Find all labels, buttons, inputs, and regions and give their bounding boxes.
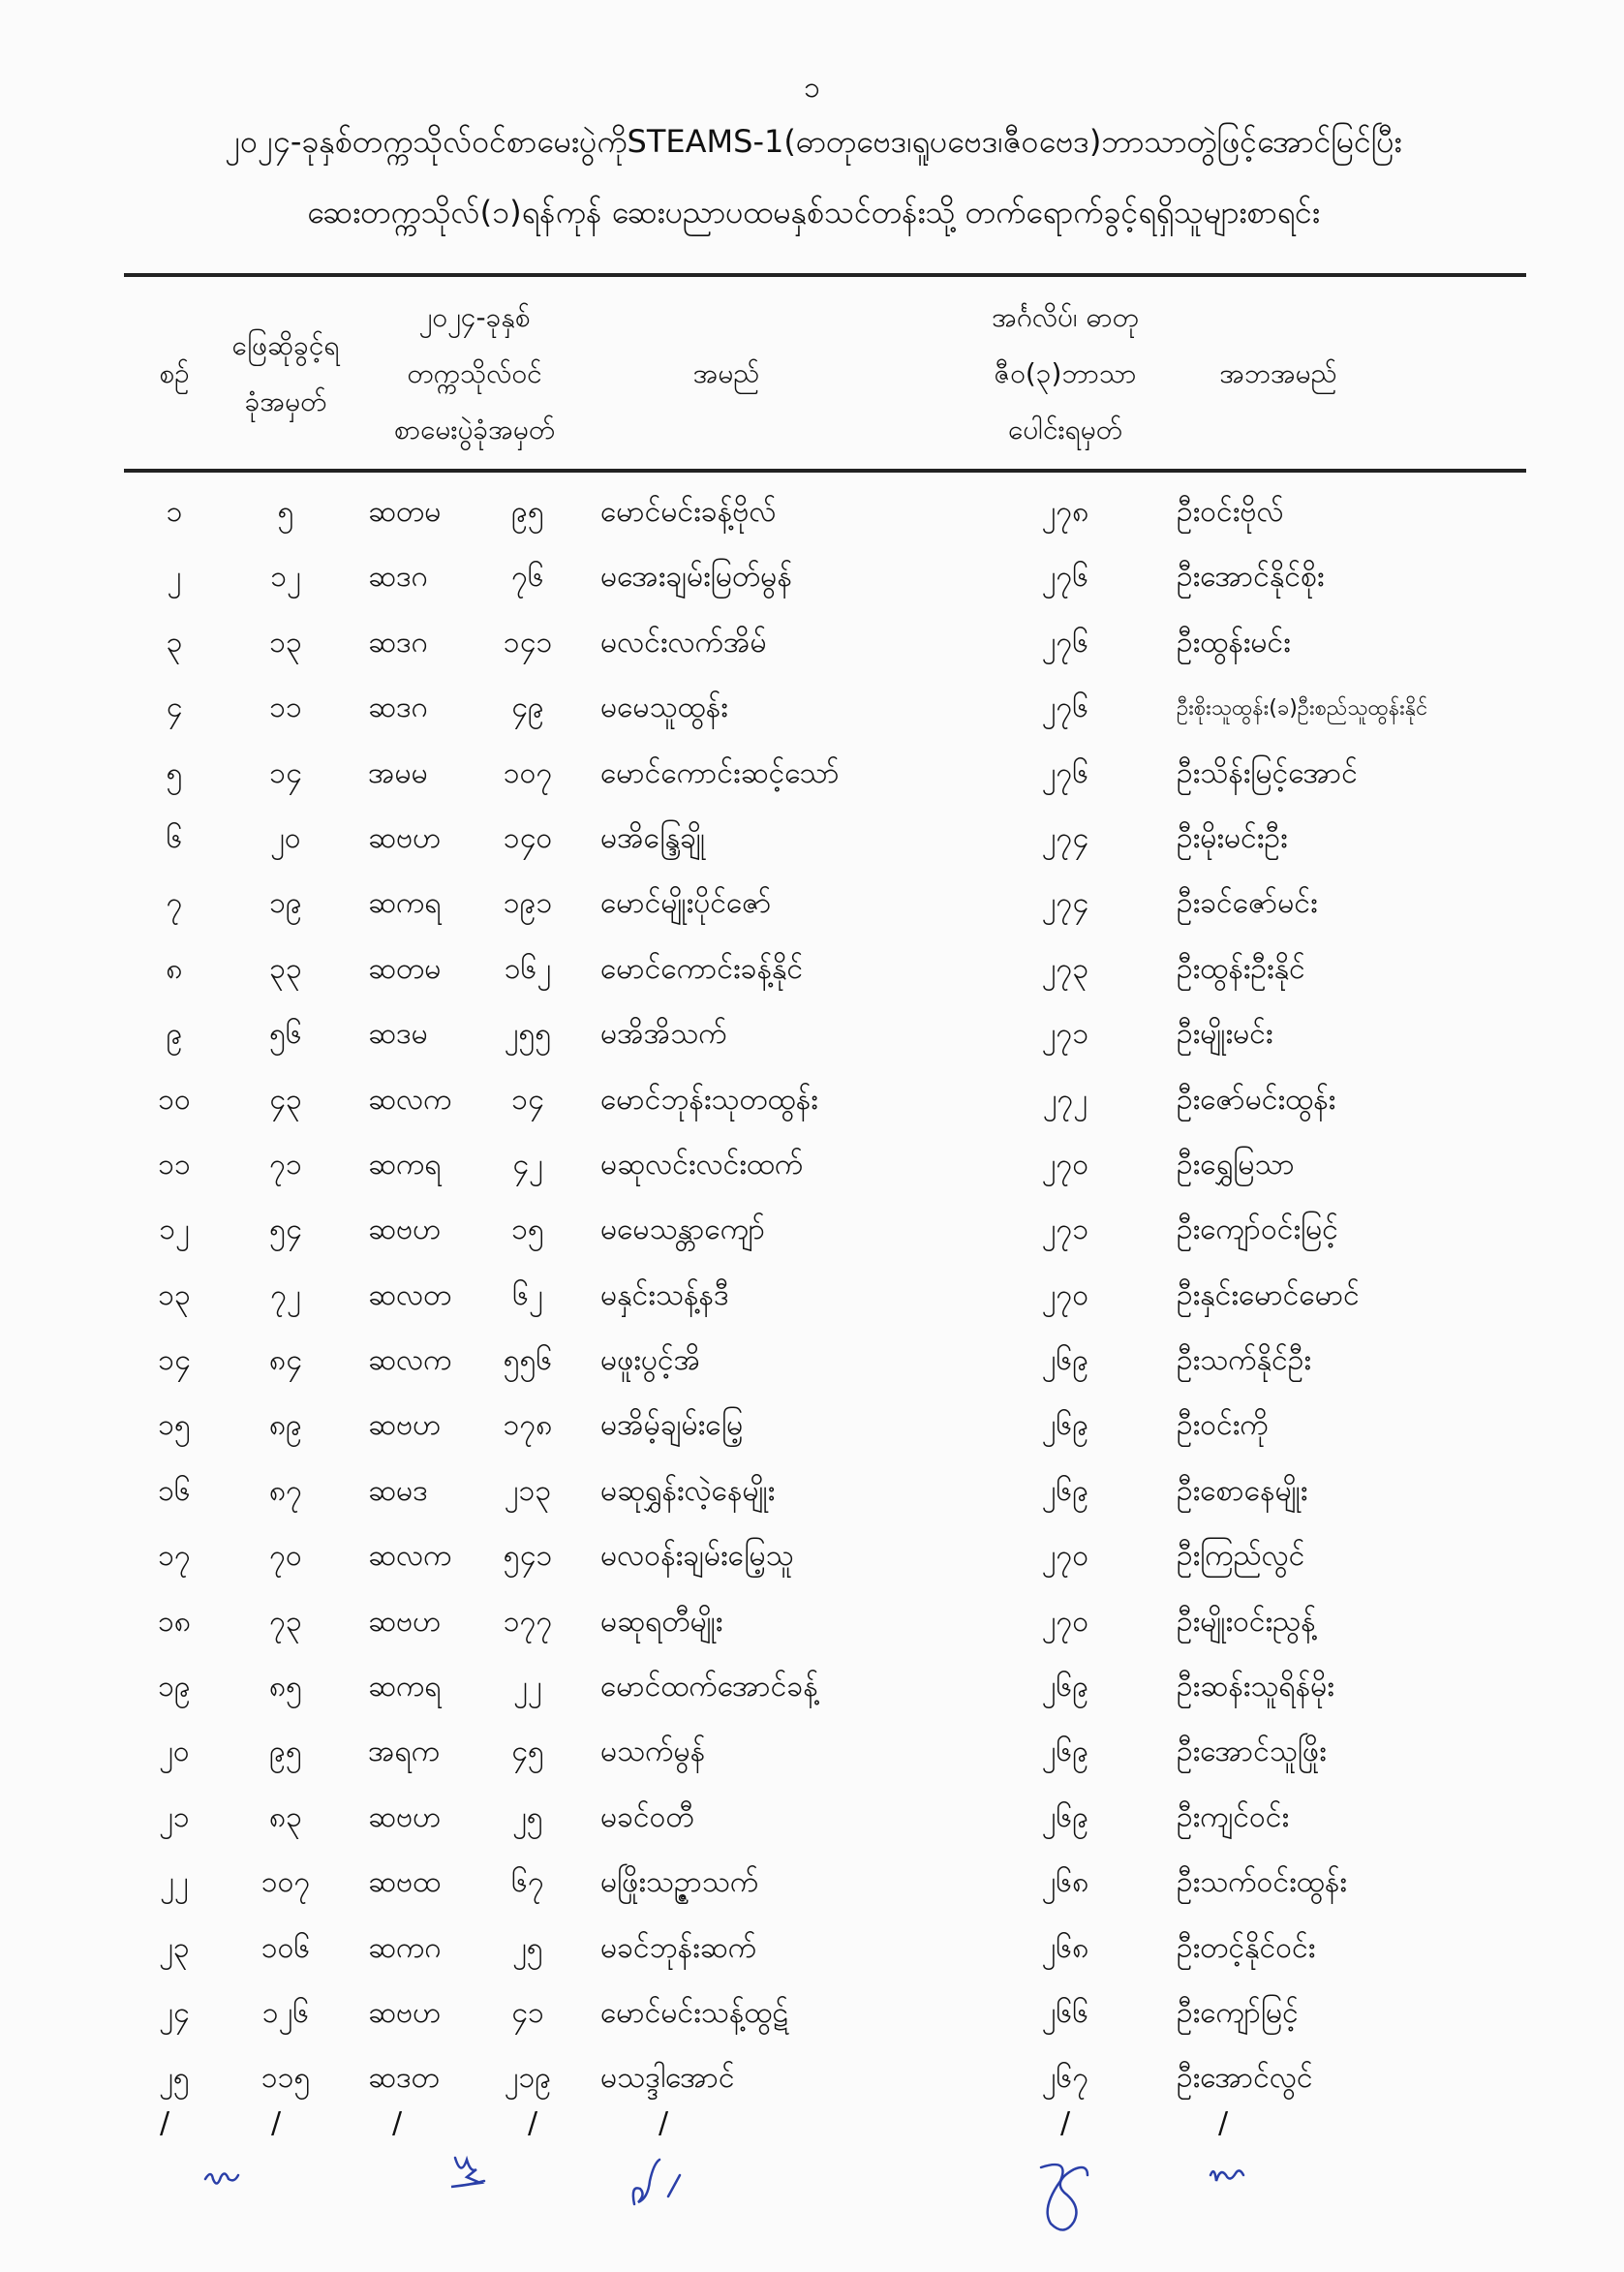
header-seat: ဖြေဆိုခွင့်ရ ခုံအမှတ် — [231, 329, 340, 417]
separator: / — [160, 2106, 170, 2140]
table-row — [0, 939, 1624, 1004]
exam-number: ၄၉ — [511, 691, 544, 725]
father-name: ဦးကျင်ဝင်း — [1177, 1799, 1290, 1834]
exam-code: ဆကရ — [368, 1670, 442, 1704]
exam-number: ၇၆ — [511, 560, 544, 595]
total-marks: ၂၆၈ — [1041, 1865, 1089, 1900]
seat-number: ၁၂ — [270, 560, 301, 595]
student-name: မဆုရွှန်းလဲ့နေမျိုး — [600, 1473, 776, 1508]
header-exam-roll: ၂၀၂၄-ခုနှစ် တက္ကသိုလ်ဝင် စာမေးပွဲခုံအမှတ် — [393, 301, 556, 445]
table-row — [0, 482, 1624, 547]
student-name: မအိန္ဒြေချို — [600, 820, 706, 855]
father-name: ဦးမျိုးမင်း — [1177, 1017, 1273, 1052]
student-name: မဆုလင်းလင်းထက် — [600, 1147, 804, 1182]
seat-number: ၁၄ — [269, 755, 302, 790]
total-marks: ၂၇၀ — [1041, 1604, 1089, 1639]
total-marks: ၂၇၀ — [1041, 1277, 1089, 1312]
table-row — [0, 678, 1624, 743]
table-row — [0, 744, 1624, 809]
exam-code: ဆဒဂ — [368, 691, 428, 725]
page-number: ၁ — [804, 71, 820, 105]
student-name: မနှင်းသန့်နဒီ — [600, 1277, 729, 1312]
total-marks: ၂၇၂ — [1042, 1082, 1088, 1117]
seat-number: ၇၂ — [270, 1277, 301, 1312]
exam-code: ဆဗထ — [368, 1865, 442, 1900]
header-no: စဉ် — [159, 357, 190, 389]
seat-number: ၂၀ — [270, 820, 301, 855]
exam-code: ဆကရ — [368, 1147, 442, 1182]
exam-code: ဆလက — [368, 1539, 452, 1574]
student-name: မောင်ကောင်းဆင့်သော် — [600, 755, 840, 790]
father-name: ဦးထွန်းဦးနိုင် — [1177, 951, 1305, 986]
seat-number: ၁၃ — [269, 625, 302, 660]
signature-3 — [633, 2160, 680, 2204]
exam-code: ဆဗဟ — [368, 1604, 442, 1639]
exam-code: ဆဗဟ — [368, 1408, 442, 1443]
total-marks: ၂၇၈ — [1041, 495, 1089, 529]
seat-number: ၈၉ — [268, 1408, 302, 1443]
exam-number: ၂၅ — [512, 1930, 543, 1965]
seat-number: ၁၉ — [269, 886, 302, 921]
total-marks: ၂၆၉ — [1041, 1799, 1089, 1834]
student-name: မအိမ့်ချမ်းမြေ့ — [600, 1408, 744, 1443]
row-number: ၁၄ — [158, 1343, 191, 1378]
total-marks: ၂၇၆ — [1041, 691, 1089, 725]
exam-code: ဆလက — [368, 1343, 452, 1378]
father-name: ဦးသက်နိုင်ဦး — [1177, 1343, 1312, 1378]
student-name: မခင်ဘုန်းဆက် — [600, 1930, 757, 1965]
exam-number: ၆၇ — [511, 1865, 544, 1900]
father-name: ဦးမိုးမင်းဦး — [1177, 820, 1288, 855]
father-name: ဦးထွန်းမင်း — [1177, 625, 1291, 660]
table-top-rule — [124, 273, 1526, 277]
exam-number: ၁၆၂ — [504, 951, 552, 986]
father-name: ဦးဆန်းသူရိန်မိုး — [1177, 1670, 1334, 1704]
seat-number: ၁၁ — [269, 691, 302, 725]
seat-number: ၉၅ — [269, 1735, 302, 1769]
exam-number: ၁၄ — [511, 1082, 544, 1117]
total-marks: ၂၇၀ — [1041, 1539, 1089, 1574]
exam-code: ဆဒတ — [368, 2061, 440, 2096]
table-row — [0, 809, 1624, 874]
total-marks: ၂၇၃ — [1041, 951, 1089, 986]
signature-5 — [1210, 2170, 1243, 2181]
exam-number: ၂၁၃ — [504, 1473, 552, 1508]
row-number: ၁၀ — [158, 1082, 191, 1117]
exam-number: ၉၅ — [511, 495, 544, 529]
separator: / — [392, 2106, 403, 2140]
table-row — [0, 1853, 1624, 1918]
exam-number: ၄၁ — [511, 1995, 544, 2030]
seat-number: ၅၆ — [269, 1017, 302, 1052]
row-number: ၃ — [166, 625, 183, 660]
total-marks: ၂၇၄ — [1041, 820, 1089, 855]
total-marks: ၂၆၉ — [1041, 1473, 1089, 1508]
table-row — [0, 1070, 1624, 1135]
title-line-2: ဆေးတက္ကသိုလ်(၁)ရန်ကုန် ဆေးပညာပထမနှစ်သင်တန်းသို့ တက်ရောက်ခွင့်ရရှိသူများစာရင်း — [307, 194, 1320, 230]
row-separators — [0, 2106, 1624, 2145]
father-name: ဦးနှင်းမောင်မောင် — [1177, 1277, 1360, 1312]
row-number: ၁၇ — [158, 1539, 191, 1574]
exam-number: ၂၁၉ — [504, 2061, 552, 2096]
signature-1 — [205, 2173, 238, 2183]
father-name: ဦးအောင်လွင် — [1177, 2061, 1313, 2096]
exam-code: ဆတမ — [368, 495, 442, 529]
student-name: မောင်ဘုန်းသုတထွန်း — [600, 1082, 818, 1117]
total-marks: ၂၇၁ — [1041, 1017, 1089, 1052]
exam-number: ၄၅ — [511, 1735, 544, 1769]
student-name: မောင်မင်းခန့်ဗိုလ် — [600, 495, 777, 529]
student-name: မသဒ္ဒါအောင် — [600, 2061, 735, 2096]
student-name: မအိအိသက် — [600, 1017, 727, 1052]
seat-number: ၁၀၇ — [260, 1865, 311, 1900]
seat-number: ၁၀၆ — [260, 1930, 311, 1965]
seat-number: ၈၄ — [268, 1343, 302, 1378]
student-name: မဖူးပွင့်အိ — [600, 1343, 701, 1378]
row-number: ၈ — [166, 951, 183, 986]
table-row — [0, 1004, 1624, 1069]
total-marks: ၂၆၈ — [1041, 1930, 1089, 1965]
exam-number: ၂၂ — [513, 1670, 542, 1704]
exam-number: ၆၂ — [512, 1277, 543, 1312]
signature-2 — [451, 2158, 484, 2187]
separator: / — [1060, 2106, 1071, 2140]
row-number: ၇ — [166, 886, 183, 921]
row-number: ၁၃ — [158, 1277, 191, 1312]
exam-code: ဆဗဟ — [368, 1799, 442, 1834]
exam-code: ဆတမ — [368, 951, 442, 986]
exam-number: ၁၄၁ — [503, 625, 553, 660]
exam-code: ဆဗဟ — [368, 1213, 442, 1247]
seat-number: ၁၁၅ — [260, 2061, 311, 2096]
table-row — [0, 1266, 1624, 1331]
exam-code: ဆဒမ — [368, 1017, 428, 1052]
table-row — [0, 1592, 1624, 1657]
row-number: ၅ — [166, 755, 183, 790]
exam-number: ၂၅ — [512, 1799, 543, 1834]
exam-number: ၅၅၆ — [503, 1343, 553, 1378]
exam-code: ဆလတ — [368, 1277, 452, 1312]
table-row — [0, 1135, 1624, 1200]
total-marks: ၂၆၇ — [1041, 2061, 1089, 2096]
exam-number: ၁၅ — [511, 1213, 544, 1247]
total-marks: ၂၇၆ — [1041, 560, 1089, 595]
row-number: ၆ — [166, 820, 183, 855]
table-row — [0, 613, 1624, 678]
title-line-1: ၂၀၂၄-ခုနှစ်တက္ကသိုလ်ဝင်စာမေးပွဲကိုSTEAMS-1(ဓာတုဗေဒ၊ရူပဗေဒ၊ဇီဝဗေဒ)ဘာသာတွဲဖြင့်အောင်မြင်ပြီး — [225, 123, 1402, 160]
student-name: မောင်မင်းသန့်ထွဋ် — [600, 1995, 788, 2030]
row-number: ၂၀ — [159, 1735, 190, 1769]
student-name: မအေးချမ်းမြတ်မွန် — [600, 560, 792, 595]
exam-number: ၁၉၁ — [503, 886, 553, 921]
row-number: ၁၅ — [158, 1408, 191, 1443]
student-name: မဆုရတီမျိုး — [600, 1604, 723, 1639]
student-name: မလင်းလက်အိမ် — [600, 625, 767, 660]
father-name: ဦးမျိုးဝင်းညွန့် — [1177, 1604, 1316, 1639]
father-name: ဦးတင့်နိုင်ဝင်း — [1177, 1930, 1316, 1965]
student-name: မမေသူထွန်း — [600, 691, 728, 725]
row-number: ၁၁ — [158, 1147, 191, 1182]
exam-code: ဆဒဂ — [368, 560, 428, 595]
table-row — [0, 2048, 1624, 2113]
father-name: ဦးသက်ဝင်းထွန်း — [1177, 1865, 1347, 1900]
table-row — [0, 547, 1624, 612]
exam-code: ဆကဂ — [368, 1930, 442, 1965]
seat-number: ၃၃ — [269, 951, 302, 986]
exam-code: ဆမဒ — [368, 1473, 428, 1508]
seat-number: ၇၁ — [269, 1147, 302, 1182]
separator: / — [271, 2106, 282, 2140]
student-name: မလဝန်းချမ်းမြေ့သူ — [600, 1539, 794, 1574]
seat-number: ၈၃ — [268, 1799, 302, 1834]
student-name: မသက်မွန် — [600, 1735, 706, 1769]
seat-number: ၁၂၆ — [261, 1995, 310, 2030]
student-name: မမေသန္တာကျော် — [600, 1213, 766, 1247]
table-row — [0, 1983, 1624, 2048]
exam-number: ၄၂ — [512, 1147, 543, 1182]
total-marks: ၂၇၆ — [1041, 625, 1089, 660]
row-number: ၉ — [166, 1017, 183, 1052]
exam-number: ၁၇၈ — [503, 1408, 553, 1443]
father-name: ဦးခင်ဇော်မင်း — [1177, 886, 1318, 921]
father-name: ဦးကျော်မြင့် — [1177, 1995, 1299, 2030]
seat-number: ၅၄ — [269, 1213, 302, 1247]
student-name: မောင်ထက်အောင်ခန့် — [600, 1670, 818, 1704]
total-marks: ၂၇၀ — [1041, 1147, 1089, 1182]
exam-code: ဆဒဂ — [368, 625, 428, 660]
total-marks: ၂၆၉ — [1041, 1343, 1089, 1378]
row-number: ၂၁ — [159, 1799, 190, 1834]
exam-code: အမမ — [368, 755, 428, 790]
seat-number: ၄၃ — [269, 1082, 302, 1117]
row-number: ၂၄ — [159, 1995, 190, 2030]
table-header-rule — [124, 469, 1526, 473]
table-row — [0, 1722, 1624, 1787]
father-name: ဦးကျော်ဝင်းမြင့် — [1177, 1213, 1338, 1247]
row-number: ၄ — [166, 691, 183, 725]
table-row — [0, 1657, 1624, 1722]
row-number: ၂ — [167, 560, 182, 595]
total-marks: ၂၆၉ — [1041, 1735, 1089, 1769]
exam-number: ၂၅၅ — [504, 1017, 552, 1052]
exam-number: ၅၄၁ — [503, 1539, 553, 1574]
father-name: ဦးဇော်မင်းထွန်း — [1177, 1082, 1336, 1117]
seat-number: ၇၀ — [269, 1539, 302, 1574]
father-name: ဦးဝင်းဗိုလ် — [1177, 495, 1284, 529]
signatures — [0, 2140, 1624, 2257]
row-number: ၂၅ — [159, 2061, 190, 2096]
table-body — [0, 482, 1624, 2114]
seat-number: ၈၇ — [268, 1473, 302, 1508]
seat-number: ၇၃ — [269, 1604, 302, 1639]
exam-code: ဆကရ — [368, 886, 442, 921]
table-row — [0, 1526, 1624, 1591]
father-name: ဦးစိုးသူထွန်း(ခ)ဦးစည်သူထွန်းနိုင် — [1177, 696, 1428, 722]
row-number: ၁၉ — [158, 1670, 191, 1704]
father-name: ဦးဝင်းကို — [1177, 1408, 1269, 1443]
total-marks: ၂၆၉ — [1041, 1408, 1089, 1443]
exam-code: ဆဗဟ — [368, 820, 442, 855]
separator: / — [1218, 2106, 1229, 2140]
student-name: မဖြိုးသဥ္ဇာသက် — [600, 1865, 759, 1900]
exam-number: ၁၄၀ — [503, 820, 553, 855]
row-number: ၁၆ — [158, 1473, 191, 1508]
total-marks: ၂၆၆ — [1041, 1995, 1089, 2030]
father-name: ဦးရွှေမြသာ — [1177, 1147, 1295, 1182]
student-name: မောင်ကောင်းခန့်နိုင် — [600, 951, 804, 986]
seat-number: ၅ — [277, 495, 294, 529]
father-name: ဦးအောင်နိုင်စိုး — [1177, 560, 1325, 595]
table-row — [0, 1200, 1624, 1265]
table-row — [0, 1331, 1624, 1396]
table-row — [0, 1461, 1624, 1526]
table-row — [0, 1919, 1624, 1983]
table-row — [0, 1788, 1624, 1853]
student-name: မောင်မျိုးပိုင်ဇော် — [600, 886, 772, 921]
seat-number: ၈၅ — [268, 1670, 302, 1704]
exam-number: ၁၀၇ — [503, 755, 553, 790]
total-marks: ၂၆၉ — [1041, 1670, 1089, 1704]
row-number: ၁၈ — [157, 1604, 191, 1639]
row-number: ၂၃ — [159, 1930, 190, 1965]
exam-code: အရက — [368, 1735, 441, 1769]
table-row — [0, 874, 1624, 938]
student-name: မခင်ဝတီ — [600, 1799, 694, 1834]
header-marks: အင်္ဂလိပ်၊ ဓာတု ဇီဝ(၃)ဘာသာ ပေါင်းရမှတ် — [992, 301, 1139, 445]
header-father: အဘအမည် — [1219, 357, 1337, 389]
total-marks: ၂၇၁ — [1041, 1213, 1089, 1247]
father-name: ဦးကြည်လွင် — [1177, 1539, 1305, 1574]
total-marks: ၂၇၆ — [1041, 755, 1089, 790]
signature-4 — [1041, 2165, 1088, 2229]
exam-code: ဆလက — [368, 1082, 452, 1117]
exam-number: ၁၇၇ — [503, 1604, 553, 1639]
row-number: ၁ — [166, 495, 183, 529]
exam-code: ဆဗဟ — [368, 1995, 442, 2030]
father-name: ဦးသိန်းမြင့်အောင် — [1177, 755, 1358, 790]
separator: / — [528, 2106, 538, 2140]
header-name: အမည် — [692, 357, 760, 389]
father-name: ဦးအောင်သူဖြိုး — [1177, 1735, 1327, 1769]
row-number: ၂၂ — [160, 1865, 189, 1900]
separator: / — [659, 2106, 669, 2140]
father-name: ဦးစောနေမျိုး — [1177, 1473, 1308, 1508]
row-number: ၁၂ — [159, 1213, 190, 1247]
table-row — [0, 1396, 1624, 1460]
total-marks: ၂၇၄ — [1041, 886, 1089, 921]
